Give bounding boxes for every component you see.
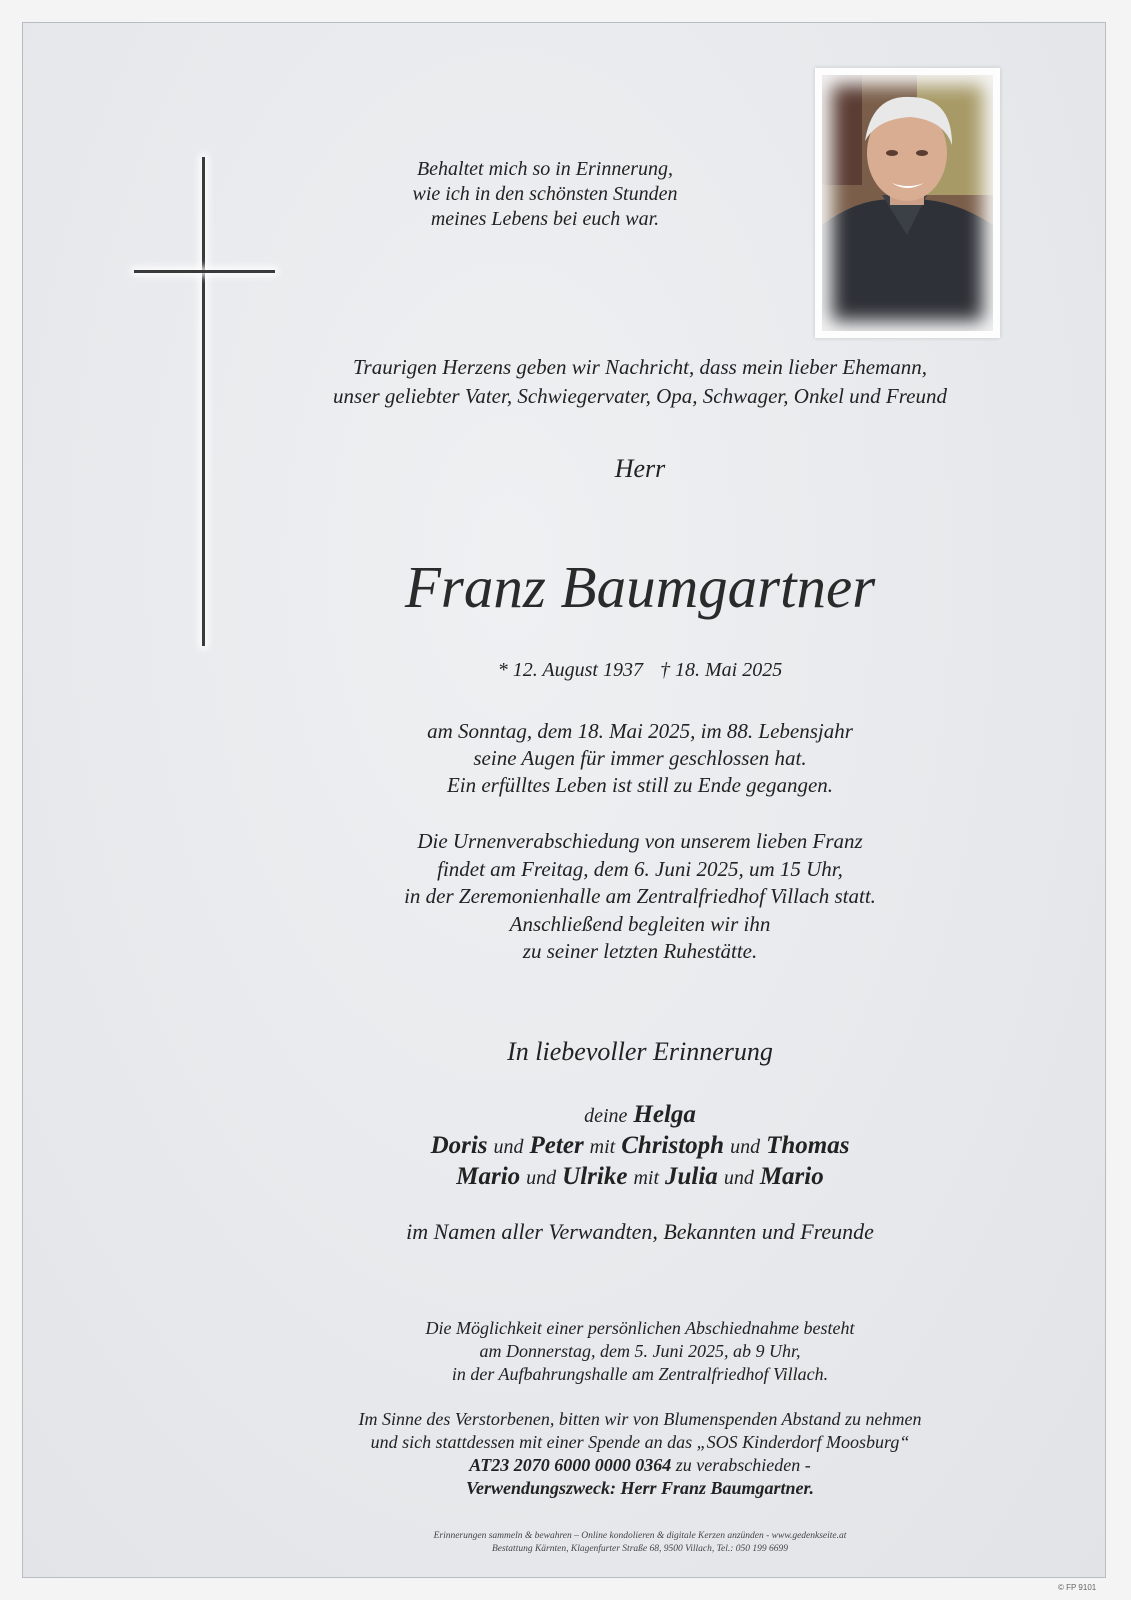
- funeral-line: Anschließend begleiten wir ihn: [509, 911, 771, 936]
- donation-line: und sich stattdessen mit einer Spende an das „SOS Kinderdorf Moosburg“: [370, 1432, 910, 1452]
- death-date: † 18. Mai 2025: [659, 659, 783, 681]
- birth-date: * 12. August 1937: [497, 659, 643, 681]
- family-line: [300, 1131, 980, 1162]
- viewing-line: Die Möglichkeit einer persönlichen Abschiednahme besteht: [425, 1318, 855, 1338]
- footer-line: Erinnerungen sammeln & bewahren – Online kondolieren & digitale Kerzen anzünden - www.gedenkseite.at: [433, 1531, 847, 1541]
- memory-heading: In liebevoller Erinnerung: [507, 1037, 773, 1066]
- quote-line: Behaltet mich so in Erinnerung,: [416, 158, 674, 180]
- donation-line: Im Sinne des Verstorbenen, bitten wir von Blumenspenden Abstand zu nehmen: [358, 1409, 922, 1429]
- passing-line: am Sonntag, dem 18. Mai 2025, im 88. Lebensjahr: [427, 719, 853, 743]
- family-name: Mario: [759, 1163, 824, 1190]
- family-name: Ulrike: [562, 1163, 628, 1190]
- donation-purpose: [260, 1477, 1020, 1500]
- footer: [300, 1530, 980, 1556]
- family-line: [300, 1162, 980, 1193]
- family-name: Christoph: [621, 1132, 725, 1159]
- viewing-line: am Donnerstag, dem 5. Juni 2025, ab 9 Uhr,: [479, 1341, 801, 1361]
- quote-line: wie ich in den schönsten Stunden: [412, 183, 678, 205]
- family-word: und: [493, 1136, 524, 1158]
- family-name: Thomas: [766, 1132, 850, 1159]
- passing-line: Ein erfülltes Leben ist still zu Ende gegangen.: [446, 773, 834, 797]
- family-name: Peter: [529, 1132, 584, 1159]
- quote-line: meines Lebens bei euch war.: [430, 208, 660, 230]
- family-word: deine: [584, 1105, 628, 1127]
- passing-line: seine Augen für immer geschlossen hat.: [473, 746, 807, 770]
- family-name: Mario: [456, 1163, 521, 1190]
- print-code: © FP 9101: [1058, 1583, 1097, 1592]
- cross-icon-bar: [134, 270, 275, 273]
- family-word: mit: [633, 1167, 660, 1189]
- announcement-intro: [230, 353, 1050, 411]
- family-name: Doris: [430, 1132, 488, 1159]
- family-names: [300, 1100, 980, 1193]
- funeral-details: [300, 828, 980, 966]
- funeral-line: zu seiner letzten Ruhestätte.: [522, 939, 758, 963]
- family-line: [300, 1100, 980, 1131]
- life-dates: [400, 658, 880, 683]
- viewing-details: [300, 1317, 980, 1386]
- passing-text: [300, 718, 980, 799]
- donation-request: [260, 1408, 1020, 1500]
- funeral-line: findet am Freitag, dem 6. Juni 2025, um 15 Uhr,: [437, 856, 843, 881]
- salutation: Herr: [614, 454, 666, 483]
- quote: [345, 157, 745, 232]
- family-name: Julia: [665, 1163, 718, 1190]
- viewing-line: in der Aufbahrungshalle am Zentralfriedhof Villach.: [451, 1364, 829, 1384]
- funeral-line: Die Urnenverabschiedung von unserem lieben Franz: [417, 829, 863, 853]
- iban: AT23 2070 6000 0000 0364: [469, 1455, 672, 1475]
- portrait-photo: [815, 68, 1000, 338]
- family-word: mit: [589, 1136, 616, 1158]
- donation-line: [260, 1454, 1020, 1477]
- family-word: und: [723, 1167, 754, 1189]
- donation-line-rest: zu verabschieden -: [671, 1455, 811, 1475]
- cross-icon: [202, 157, 205, 646]
- deceased-name: Franz Baumgartner: [404, 554, 876, 620]
- intro-line: Traurigen Herzens geben wir Nachricht, dass mein lieber Ehemann,: [353, 355, 927, 379]
- intro-line: unser geliebter Vater, Schwiegervater, Opa, Schwager, Onkel und Freund: [333, 384, 947, 408]
- footer-line: Bestattung Kärnten, Klagenfurter Straße 68, 9500 Villach, Tel.: 050 199 6699: [491, 1544, 789, 1554]
- purpose-text: Verwendungszweck: Herr Franz Baumgartner.: [465, 1478, 815, 1498]
- funeral-line: in der Zeremonienhalle am Zentralfriedhof Villach statt.: [404, 884, 876, 908]
- family-word: und: [730, 1136, 761, 1158]
- family-word: und: [526, 1167, 557, 1189]
- family-name: Helga: [633, 1101, 696, 1128]
- relatives-line: im Namen aller Verwandten, Bekannten und Freunde: [406, 1219, 874, 1244]
